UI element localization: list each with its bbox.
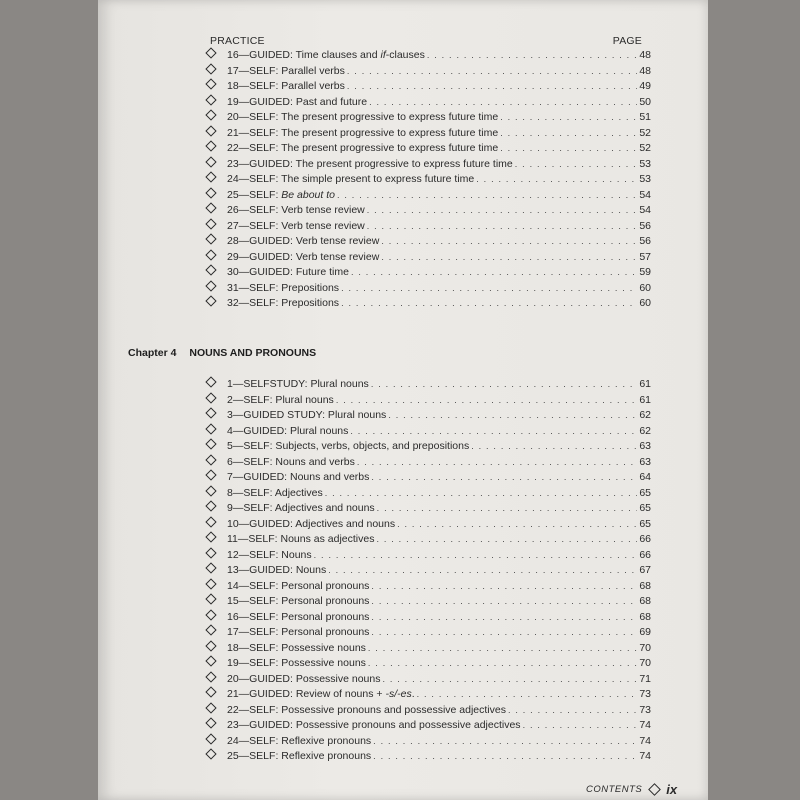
- dot-leader: [341, 296, 637, 312]
- diamond-bullet-icon: [205, 249, 216, 260]
- toc-entry: [205, 703, 651, 719]
- toc-entry: [205, 219, 651, 235]
- toc-entry: [205, 79, 651, 95]
- toc-entry: [205, 95, 651, 111]
- toc-entry-page-number: 50: [639, 95, 651, 108]
- toc-entry-page-number: 70: [639, 641, 651, 654]
- toc-entry-title: [227, 110, 498, 126]
- toc-entry-title-text: 19—SELF: Possessive nouns: [227, 657, 366, 669]
- diamond-bullet-icon: [205, 531, 216, 542]
- dot-leader: [471, 439, 637, 455]
- diamond-bullet-icon: [205, 640, 216, 651]
- diamond-bullet-icon: [205, 109, 216, 120]
- diamond-bullet-icon: [205, 392, 216, 403]
- toc-entry-page-number: 53: [639, 173, 651, 185]
- toc-entry-title-text: 13—GUIDED: Nouns: [227, 564, 327, 576]
- toc-entry: [205, 110, 651, 126]
- toc-entry: [205, 126, 651, 142]
- contents-label: CONTENTS: [586, 784, 643, 795]
- toc-entry: [205, 734, 651, 750]
- toc-entry-page-number: 62: [639, 424, 651, 437]
- toc-entry-title: [227, 95, 367, 111]
- dot-leader: [388, 408, 637, 424]
- toc-entry: [205, 172, 651, 188]
- toc-entry-title-text: 24—SELF: The simple present to express future time: [227, 173, 475, 185]
- diamond-bullet-icon: [205, 717, 216, 728]
- toc-entry-page-number: 48: [639, 49, 651, 61]
- toc-entry-page-number: 73: [639, 688, 651, 700]
- diamond-bullet-icon: [205, 47, 216, 58]
- toc-entry-page-number: 63: [639, 455, 651, 468]
- toc-entry-title-text: 18—SELF: Possessive nouns: [227, 641, 366, 654]
- toc-entry-page-number: 60: [639, 297, 651, 309]
- diamond-bullet-icon: [205, 748, 216, 759]
- toc-entry-title: [227, 250, 379, 266]
- toc-entry-title-text: 17—SELF: Parallel verbs: [227, 64, 345, 77]
- toc-entry-title: [227, 393, 334, 409]
- toc-entry-page-number: 65: [639, 517, 651, 530]
- diamond-bullet-icon: [205, 671, 216, 682]
- toc-entry-title: [227, 734, 371, 750]
- diamond-bullet-icon: [205, 407, 216, 418]
- diamond-bullet-icon: [205, 264, 216, 275]
- diamond-bullet-icon: [205, 218, 216, 229]
- toc-entry-title: [227, 141, 498, 157]
- practice-column-label: PRACTICE: [210, 35, 265, 47]
- toc-entry-page-number: 49: [639, 80, 651, 92]
- toc-entry: [205, 594, 651, 610]
- toc-entry: [205, 203, 651, 219]
- toc-entry: [205, 579, 651, 595]
- diamond-bullet-icon: [205, 686, 216, 697]
- toc-entry-title-text: 11—SELF: Nouns as adjectives: [227, 533, 375, 545]
- toc-entry-title-text: 18—SELF: Parallel verbs: [227, 80, 345, 92]
- diamond-bullet-icon: [205, 187, 216, 198]
- toc-entry-title-suffix: .: [411, 688, 415, 700]
- dot-leader: [328, 563, 637, 579]
- dot-leader: [368, 641, 637, 657]
- toc-entry-title-text: 22—SELF: Possessive pronouns and possessive adjectives: [227, 703, 506, 716]
- toc-entry-title-text: 32—SELF: Prepositions: [227, 297, 340, 309]
- dot-leader: [397, 517, 637, 533]
- dot-leader: [476, 172, 637, 188]
- toc-entry-title: [227, 672, 380, 688]
- toc-entry: [205, 377, 651, 393]
- toc-entry: [205, 64, 651, 80]
- toc-entry-title-text: 23—GUIDED: The present progressive to express future time: [227, 157, 513, 170]
- toc-entry-title-text: 1—SELFSTUDY: Plural nouns: [227, 378, 369, 390]
- diamond-bullet-icon: [205, 702, 216, 713]
- toc-entry: [205, 749, 651, 765]
- chapter-heading: [128, 347, 316, 359]
- toc-entry: [205, 234, 651, 250]
- toc-entry: [205, 625, 651, 641]
- dot-leader: [371, 579, 637, 595]
- toc-entry-title: [227, 563, 326, 579]
- toc-entry-title: [227, 172, 474, 188]
- toc-list-chapter-3: [205, 48, 651, 312]
- toc-entry-title-text: 30—GUIDED: Future time: [227, 266, 349, 278]
- toc-entry-page-number: 53: [639, 157, 651, 170]
- toc-entry-title: [227, 610, 369, 626]
- dot-leader: [357, 455, 637, 471]
- dot-leader: [336, 393, 638, 409]
- diamond-bullet-icon: [205, 125, 216, 136]
- toc-entry-page-number: 56: [639, 235, 651, 247]
- toc-entry-page-number: 68: [639, 610, 651, 623]
- diamond-bullet-icon: [205, 423, 216, 434]
- toc-entry-title: [227, 439, 469, 455]
- toc-entry-title: [227, 424, 348, 440]
- dot-leader: [381, 250, 637, 266]
- toc-entry: [205, 563, 651, 579]
- dot-leader: [351, 265, 637, 281]
- toc-entry: [205, 141, 651, 157]
- toc-entry-page-number: 54: [639, 188, 651, 201]
- toc-entry: [205, 188, 651, 204]
- dot-leader: [427, 48, 637, 64]
- toc-entry: [205, 48, 651, 64]
- toc-entry-title-text: 24—SELF: Reflexive pronouns: [227, 734, 372, 747]
- toc-entry: [205, 610, 651, 626]
- toc-entry-title: [227, 470, 369, 486]
- dot-leader: [376, 532, 637, 548]
- toc-entry-page-number: 63: [639, 440, 651, 452]
- diamond-bullet-icon: [205, 438, 216, 449]
- dot-leader: [347, 64, 637, 80]
- toc-entry-title: [227, 548, 312, 564]
- dot-leader: [373, 734, 637, 750]
- diamond-bullet-icon: [205, 516, 216, 527]
- toc-entry: [205, 408, 651, 424]
- dot-leader: [371, 377, 638, 393]
- toc-entry-title: [227, 296, 339, 312]
- toc-entry-title: [227, 641, 366, 657]
- toc-entry-title: [227, 749, 371, 765]
- toc-entry-page-number: 67: [639, 564, 651, 576]
- toc-entry: [205, 687, 651, 703]
- toc-entry-title-text: 19—GUIDED: Past and future: [227, 95, 368, 108]
- dot-leader: [417, 687, 638, 703]
- toc-entry-page-number: 56: [639, 219, 651, 232]
- toc-entry-title: [227, 486, 323, 502]
- diamond-icon: [648, 783, 661, 796]
- toc-entry-title-text: 27—SELF: Verb tense review: [227, 219, 365, 232]
- diamond-bullet-icon: [205, 500, 216, 511]
- toc-entry-title-text: 20—SELF: The present progressive to express future time: [227, 111, 499, 123]
- toc-entry-page-number: 68: [639, 579, 651, 592]
- toc-entry-title-text: 12—SELF: Nouns: [227, 548, 312, 561]
- dot-leader: [500, 126, 637, 142]
- toc-entry-title-text: 3—GUIDED STUDY: Plural nouns: [227, 409, 387, 421]
- toc-entry-title: [227, 408, 386, 424]
- toc-entry-title-text: 25—SELF:: [227, 188, 282, 201]
- diamond-bullet-icon: [205, 280, 216, 291]
- toc-entry-page-number: 69: [639, 626, 651, 638]
- toc-entry-page-number: 52: [639, 142, 651, 154]
- dot-leader: [371, 470, 637, 486]
- toc-entry-title-text: 10—GUIDED: Adjectives and nouns: [227, 517, 396, 530]
- toc-entry-title-text: 8—SELF: Adjectives: [227, 486, 323, 499]
- dot-leader: [523, 718, 638, 734]
- toc-entry-title: [227, 126, 498, 142]
- toc-entry: [205, 296, 651, 312]
- toc-entry-title-text: 15—SELF: Personal pronouns: [227, 595, 370, 607]
- toc-entry-title-text: 16—SELF: Personal pronouns: [227, 610, 370, 623]
- toc-entry: [205, 281, 651, 297]
- toc-entry: [205, 641, 651, 657]
- toc-entry-page-number: 62: [639, 409, 651, 421]
- toc-entry: [205, 532, 651, 548]
- diamond-bullet-icon: [205, 63, 216, 74]
- toc-entry: [205, 470, 651, 486]
- page-footer: [586, 782, 677, 797]
- toc-entry-title: [227, 219, 365, 235]
- toc-entry-title-text: 29—GUIDED: Verb tense review: [227, 250, 380, 263]
- toc-entry-title-italic: Be about to: [281, 188, 335, 201]
- toc-entry-title-text: 9—SELF: Adjectives and nouns: [227, 502, 375, 514]
- toc-entry-title-text: 26—SELF: Verb tense review: [227, 204, 365, 216]
- diamond-bullet-icon: [205, 578, 216, 589]
- toc-entry-title: [227, 718, 521, 734]
- toc-entry-title-text: 31—SELF: Prepositions: [227, 281, 340, 294]
- toc-entry-page-number: 61: [639, 393, 651, 406]
- toc-entry-title-text: 21—SELF: The present progressive to express future time: [227, 126, 499, 139]
- chapter-title: NOUNS AND PRONOUNS: [189, 347, 317, 359]
- toc-entry: [205, 718, 651, 734]
- toc-entry-page-number: 60: [639, 281, 651, 294]
- toc-entry-page-number: 57: [639, 250, 651, 263]
- toc-entry: [205, 157, 651, 173]
- diamond-bullet-icon: [205, 156, 216, 167]
- diamond-bullet-icon: [205, 376, 216, 387]
- dot-leader: [367, 203, 638, 219]
- toc-entry-page-number: 54: [639, 204, 651, 216]
- toc-entry-title: [227, 203, 365, 219]
- dot-leader: [371, 610, 637, 626]
- toc-entry-title-text: 16—GUIDED: Time clauses and: [227, 49, 381, 61]
- dot-leader: [373, 749, 637, 765]
- toc-entry-title-text: 22—SELF: The present progressive to express future time: [227, 142, 499, 154]
- toc-entry-title-text: 21—GUIDED: Review of nouns +: [227, 688, 386, 700]
- toc-entry: [205, 672, 651, 688]
- dot-leader: [347, 79, 637, 95]
- toc-entry-page-number: 52: [639, 126, 651, 139]
- toc-entry-page-number: 51: [639, 111, 651, 123]
- toc-entry-title: [227, 594, 369, 610]
- toc-entry-title-text: 14—SELF: Personal pronouns: [227, 579, 370, 592]
- toc-entry-page-number: 61: [639, 378, 651, 390]
- toc-entry-title: [227, 687, 415, 703]
- diamond-bullet-icon: [205, 295, 216, 306]
- toc-entry-title-italic: -s/-es: [385, 688, 412, 700]
- toc-entry-page-number: 66: [639, 548, 651, 561]
- toc-entry: [205, 250, 651, 266]
- toc-entry-title: [227, 455, 355, 471]
- diamond-bullet-icon: [205, 624, 216, 635]
- toc-entry-page-number: 66: [639, 533, 651, 545]
- toc-entry-title: [227, 157, 513, 173]
- chapter-number: Chapter 4: [128, 347, 177, 359]
- toc-entry-title: [227, 625, 369, 641]
- diamond-bullet-icon: [205, 140, 216, 151]
- toc-entry: [205, 439, 651, 455]
- toc-entry-title-text: 20—GUIDED: Possessive nouns: [227, 672, 381, 685]
- diamond-bullet-icon: [205, 171, 216, 182]
- dot-leader: [377, 501, 638, 517]
- toc-entry-title: [227, 234, 379, 250]
- diamond-bullet-icon: [205, 469, 216, 480]
- toc-entry-page-number: 74: [639, 734, 651, 747]
- diamond-bullet-icon: [205, 733, 216, 744]
- toc-entry: [205, 517, 651, 533]
- toc-entry: [205, 656, 651, 672]
- dot-leader: [382, 672, 637, 688]
- toc-entry-page-number: 74: [639, 750, 651, 762]
- toc-entry-title-text: 2—SELF: Plural nouns: [227, 393, 334, 406]
- diamond-bullet-icon: [205, 593, 216, 604]
- toc-entry-page-number: 59: [639, 266, 651, 278]
- page-column-label: PAGE: [612, 35, 642, 47]
- toc-entry-title: [227, 579, 369, 595]
- diamond-bullet-icon: [205, 562, 216, 573]
- diamond-bullet-icon: [205, 547, 216, 558]
- toc-entry-title-text: 25—SELF: Reflexive pronouns: [227, 750, 372, 762]
- toc-entry-title-text: 5—SELF: Subjects, verbs, objects, and prepositions: [227, 440, 470, 452]
- diamond-bullet-icon: [205, 94, 216, 105]
- diamond-bullet-icon: [205, 655, 216, 666]
- diamond-bullet-icon: [205, 233, 216, 244]
- toc-entry-title: [227, 281, 339, 297]
- dot-leader: [500, 141, 637, 157]
- dot-leader: [341, 281, 637, 297]
- toc-entry-title-italic: if: [380, 49, 386, 61]
- toc-entry-title-text: 17—SELF: Personal pronouns: [227, 626, 370, 638]
- diamond-bullet-icon: [205, 202, 216, 213]
- dot-leader: [325, 486, 638, 502]
- toc-entry-title: [227, 517, 395, 533]
- toc-entry-title-text: 4—GUIDED: Plural nouns: [227, 424, 349, 437]
- toc-entry: [205, 393, 651, 409]
- toc-entry-page-number: 73: [639, 703, 651, 716]
- toc-entry: [205, 501, 651, 517]
- toc-entry: [205, 265, 651, 281]
- diamond-bullet-icon: [205, 78, 216, 89]
- toc-entry-page-number: 74: [639, 719, 651, 731]
- toc-entry: [205, 455, 651, 471]
- toc-entry-page-number: 70: [639, 657, 651, 669]
- dot-leader: [314, 548, 638, 564]
- toc-entry-page-number: 71: [639, 672, 651, 685]
- toc-entry-title: [227, 79, 345, 95]
- dot-leader: [371, 594, 637, 610]
- dot-leader: [515, 157, 638, 173]
- toc-entry-page-number: 64: [639, 471, 651, 483]
- toc-entry-title: [227, 377, 369, 393]
- toc-entry-page-number: 65: [639, 486, 651, 499]
- toc-entry-title: [227, 188, 335, 204]
- dot-leader: [337, 188, 637, 204]
- toc-entry-page-number: 65: [639, 502, 651, 514]
- toc-entry-title: [227, 656, 366, 672]
- diamond-bullet-icon: [205, 454, 216, 465]
- dot-leader: [367, 219, 638, 235]
- toc-entry-title-text: 7—GUIDED: Nouns and verbs: [227, 471, 370, 483]
- toc-entry-title: [227, 265, 349, 281]
- dot-leader: [369, 95, 637, 111]
- toc-entry-title-text: 6—SELF: Nouns and verbs: [227, 455, 355, 468]
- toc-entry-title-text: 28—GUIDED: Verb tense review: [227, 235, 380, 247]
- toc-entry-title-text: 23—GUIDED: Possessive pronouns and possessive adjectives: [227, 719, 521, 731]
- toc-entry-page-number: 48: [639, 64, 651, 77]
- toc-entry-title: [227, 501, 375, 517]
- page-numeral: ix: [666, 782, 678, 797]
- dot-leader: [508, 703, 637, 719]
- dot-leader: [371, 625, 637, 641]
- toc-entry: [205, 548, 651, 564]
- dot-leader: [381, 234, 637, 250]
- toc-entry-title: [227, 703, 506, 719]
- dot-leader: [368, 656, 637, 672]
- dot-leader: [500, 110, 637, 126]
- diamond-bullet-icon: [205, 485, 216, 496]
- dot-leader: [350, 424, 637, 440]
- toc-entry-title-suffix: -clauses: [385, 49, 425, 61]
- toc-entry-title: [227, 64, 345, 80]
- diamond-bullet-icon: [205, 609, 216, 620]
- toc-entry-title: [227, 48, 425, 64]
- toc-entry-title: [227, 532, 374, 548]
- toc-list-chapter-4: [205, 377, 651, 765]
- toc-entry: [205, 424, 651, 440]
- toc-entry-page-number: 68: [639, 595, 651, 607]
- toc-entry: [205, 486, 651, 502]
